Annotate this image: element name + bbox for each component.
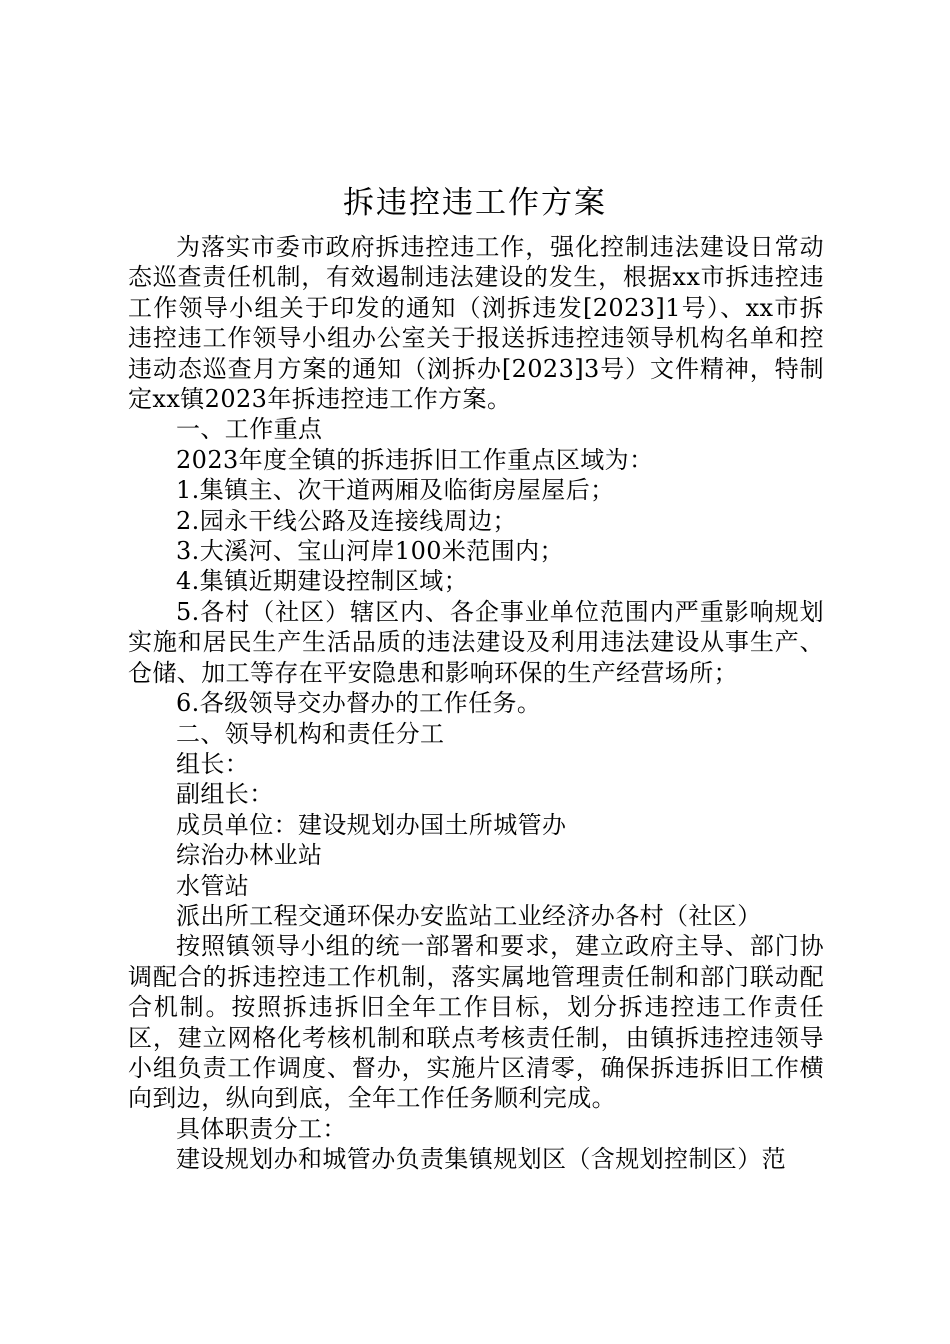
document-body bbox=[128, 232, 824, 1175]
intro-paragraph: 为落实市委市政府拆违控违工作，强化控制违法建设日常动态巡查责任机制，有效遏制违法建设的发生，根据xx市拆违控违工作领导小组关于印发的通知（浏拆违发[2023]1号）、xx市拆违控违工作领导小组办公室关于报送拆违控违领导机构名单和控违动态巡查月方案的通知（浏拆办[2023]3号）文件精神，特制定xx镇2023年拆违控违工作方案。 bbox=[128, 233, 824, 414]
focus-item-4: 4.集镇近期建设控制区域； bbox=[176, 567, 469, 596]
responsibilities-paragraph: 建设规划办和城管办负责集镇规划区（含规划控制区）范 bbox=[176, 1145, 786, 1174]
member-units-line-4: 派出所工程交通环保办安监站工业经济办各村（社区） bbox=[176, 901, 762, 930]
focus-item-3: 3.大溪河、宝山河岸100米范围内； bbox=[176, 537, 564, 566]
focus-item-5: 5.各村（社区）辖区内、各企事业单位范围内严重影响规划实施和居民生产生活品质的违法建设及利用违法建设从事生产、仓储、加工等存在平安隐患和影响环保的生产经营场所； bbox=[128, 597, 824, 687]
focus-item-2: 2.园永干线公路及连接线周边； bbox=[176, 506, 517, 535]
member-units-line-2: 综治办林业站 bbox=[176, 841, 323, 870]
group-leader-line: 组长： bbox=[176, 749, 250, 778]
focus-areas-intro: 2023年度全镇的拆违拆旧工作重点区域为： bbox=[176, 445, 654, 474]
document-title: 拆违控违工作方案 bbox=[343, 185, 607, 221]
mechanism-paragraph: 按照镇领导小组的统一部署和要求，建立政府主导、部门协调配合的拆违控违工作机制，落实属地管理责任制和部门联动配合机制。按照拆违拆旧全年工作目标，划分拆违控违工作责任区，建立网格化考核机制和联点考核责任制，由镇拆违控违领导小组负责工作调度、督办，实施片区清零，确保拆违拆旧工作横向到边，纵向到底，全年工作任务顺利完成。 bbox=[128, 932, 824, 1113]
focus-item-6: 6.各级领导交办督办的工作任务。 bbox=[176, 689, 542, 718]
focus-item-1: 1.集镇主、次干道两厢及临街房屋屋后； bbox=[176, 476, 615, 505]
section-heading-leadership: 二、领导机构和责任分工 bbox=[176, 719, 445, 748]
member-units-line: 成员单位：建设规划办国土所城管办 bbox=[176, 810, 567, 839]
deputy-leader-line: 副组长： bbox=[176, 780, 274, 809]
section-heading-work-focus: 一、工作重点 bbox=[176, 415, 323, 444]
responsibilities-heading: 具体职责分工： bbox=[176, 1114, 347, 1143]
member-units-line-3: 水管站 bbox=[176, 871, 250, 900]
